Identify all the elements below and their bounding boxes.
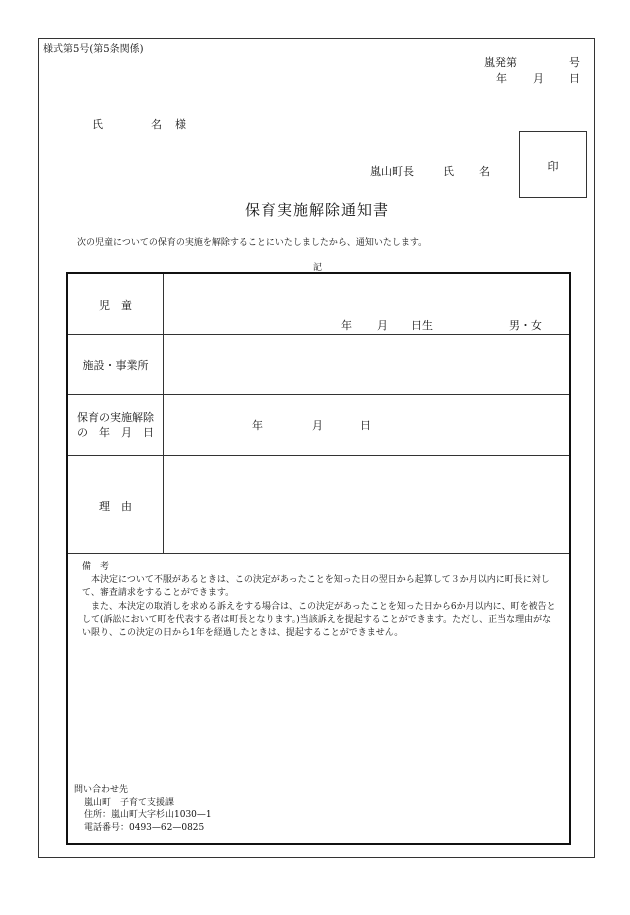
child-birth-month: 月 (377, 319, 388, 332)
label-column-divider (163, 274, 164, 553)
date-year: 年 (496, 72, 507, 85)
ki-label: 記 (313, 263, 323, 273)
form-label: 様式第5号(第5条関係) (43, 44, 144, 55)
document-title: 保育実施解除通知書 (245, 201, 390, 219)
release-date-label (68, 410, 163, 440)
seal-text: 印 (547, 160, 559, 173)
addressee-honorific: 様 (175, 118, 186, 131)
date-month: 月 (533, 72, 544, 85)
row-divider (68, 553, 569, 554)
document-page (38, 38, 595, 858)
release-day: 日 (360, 419, 371, 432)
facility-label: 施設・事業所 (82, 359, 149, 372)
remarks-section (82, 561, 560, 640)
addressee-mei: 名 (151, 118, 162, 131)
issuer-mei: 名 (479, 165, 490, 178)
release-month: 月 (312, 419, 323, 432)
row-divider (68, 394, 569, 395)
release-date-label-line2: の 年 月 日 (77, 426, 154, 439)
child-gender: 男・女 (509, 319, 542, 332)
child-birth-year: 年 (341, 319, 352, 332)
form-table (66, 272, 571, 845)
contact-phone: 電話番号：0493—62—0825 (84, 822, 205, 833)
contact-section (74, 784, 212, 834)
remarks-heading: 備 考 (82, 562, 110, 572)
release-year: 年 (252, 419, 263, 432)
seal-box (519, 131, 587, 198)
child-label: 児 童 (99, 299, 132, 312)
doc-number-prefix: 嵐発第 (484, 56, 517, 69)
child-birth-day: 日生 (411, 319, 433, 332)
issuer-title: 嵐山町長 (370, 165, 414, 178)
date-day: 日 (569, 72, 580, 85)
issuer-shi: 氏 (443, 165, 454, 178)
doc-number-suffix: 号 (569, 56, 580, 69)
intro-text: 次の児童についての保育の実施を解除することにいたしましたから、通知いたします。 (77, 238, 428, 248)
contact-address: 住所：嵐山町大字杉山1030—1 (84, 810, 212, 821)
row-divider (68, 334, 569, 335)
remarks-paragraph-1: 本決定について不服があるときは、この決定があったことを知った日の翌日から起算して３か月以内に町長に対して、審査請求をすることができます。 (82, 575, 550, 599)
remarks-paragraph-2: また、本決定の取消しを求める訴えをする場合は、この決定があったことを知った日から6か月以内に、町を被告として(訴訟において町を代表する者は町長となります。)当該訴えを提起することができます。ただし、正当な理由がない限り、この決定の日から1年を経過したときは、提起することができません。 (82, 601, 556, 639)
reason-label: 理 由 (99, 500, 132, 513)
contact-heading: 問い合わせ先 (74, 785, 129, 795)
addressee-shi: 氏 (92, 118, 103, 131)
row-divider (68, 455, 569, 456)
contact-department: 嵐山町 子育て支援課 (84, 797, 175, 808)
release-date-label-line1: 保育の実施解除 (77, 411, 154, 424)
